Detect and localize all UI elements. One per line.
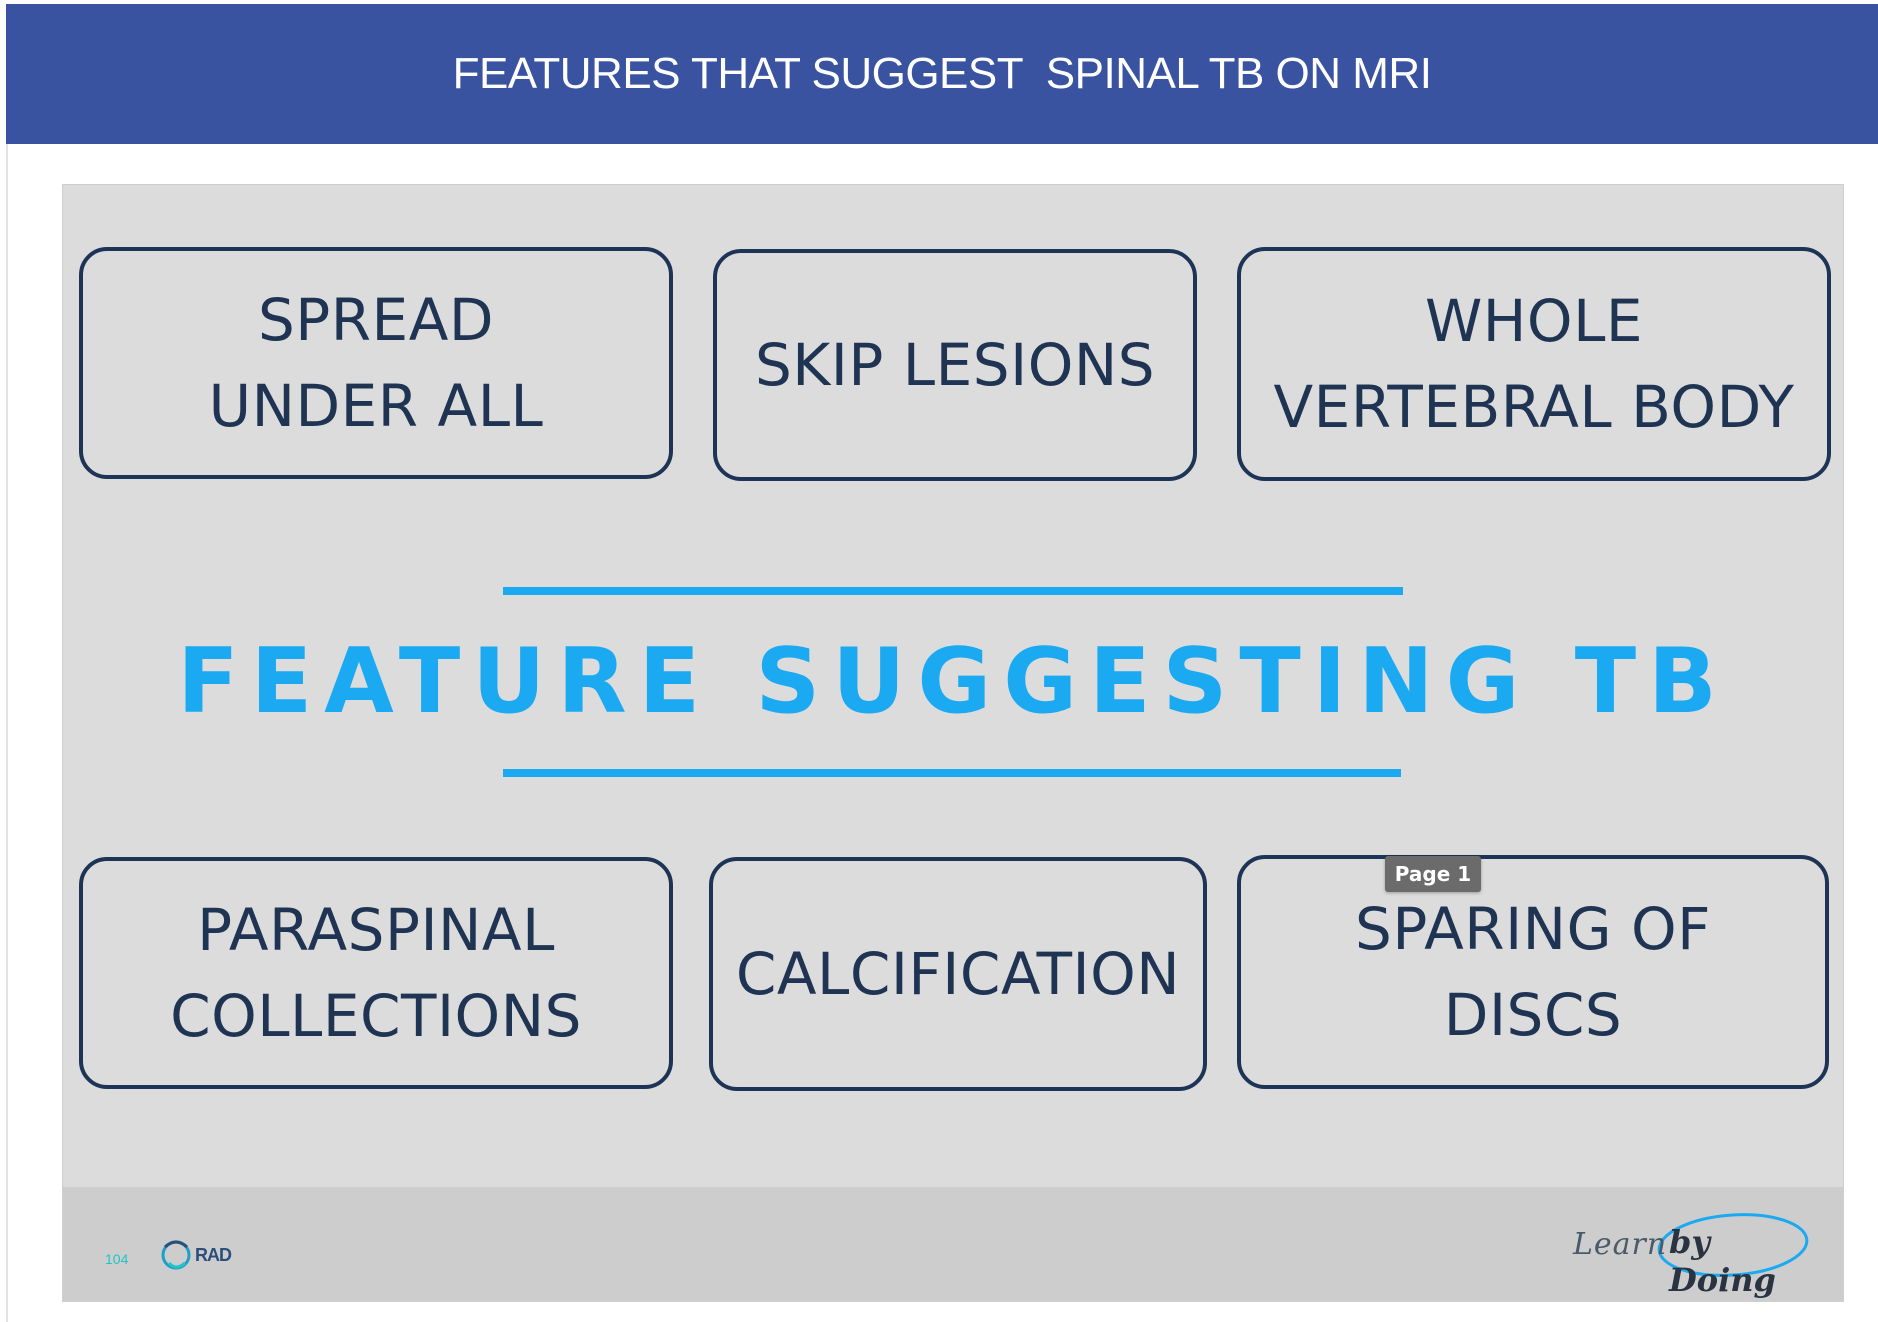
feature-box-sparing-of-discs: SPARING OF DISCS (1237, 855, 1829, 1089)
title-rule-top (503, 587, 1403, 595)
page-tooltip: Page 1 (1385, 856, 1481, 892)
radedu-logo-text: RAD (195, 1244, 231, 1265)
title-rule-bottom (503, 769, 1401, 777)
page-left-border (6, 144, 8, 1322)
feature-box-skip-lesions: SKIP LESIONS (713, 249, 1197, 481)
learn-by-doing-learn: Learn (1573, 1227, 1668, 1262)
document-header (6, 4, 1878, 144)
feature-box-spread-under-all: SPREAD UNDER ALL (79, 247, 673, 479)
document-title: FEATURES THAT SUGGEST SPINAL TB ON MRI (452, 49, 1432, 98)
feature-box-calcification: CALCIFICATION (709, 857, 1207, 1091)
feature-box-whole-vertebral-body: WHOLE VERTEBRAL BODY (1237, 247, 1831, 481)
slide-page (62, 184, 1844, 1302)
feature-box-paraspinal-collections: PARASPINAL COLLECTIONS (79, 857, 673, 1089)
learn-by-doing-doing: by Doing (1669, 1223, 1776, 1299)
slide-page-number: 104 (105, 1251, 129, 1267)
radedu-logo-icon (159, 1235, 193, 1275)
radedu-logo (159, 1233, 269, 1277)
center-title: FEATURE SUGGESTING TB (177, 629, 1729, 734)
learn-by-doing-logo (1573, 1203, 1813, 1299)
